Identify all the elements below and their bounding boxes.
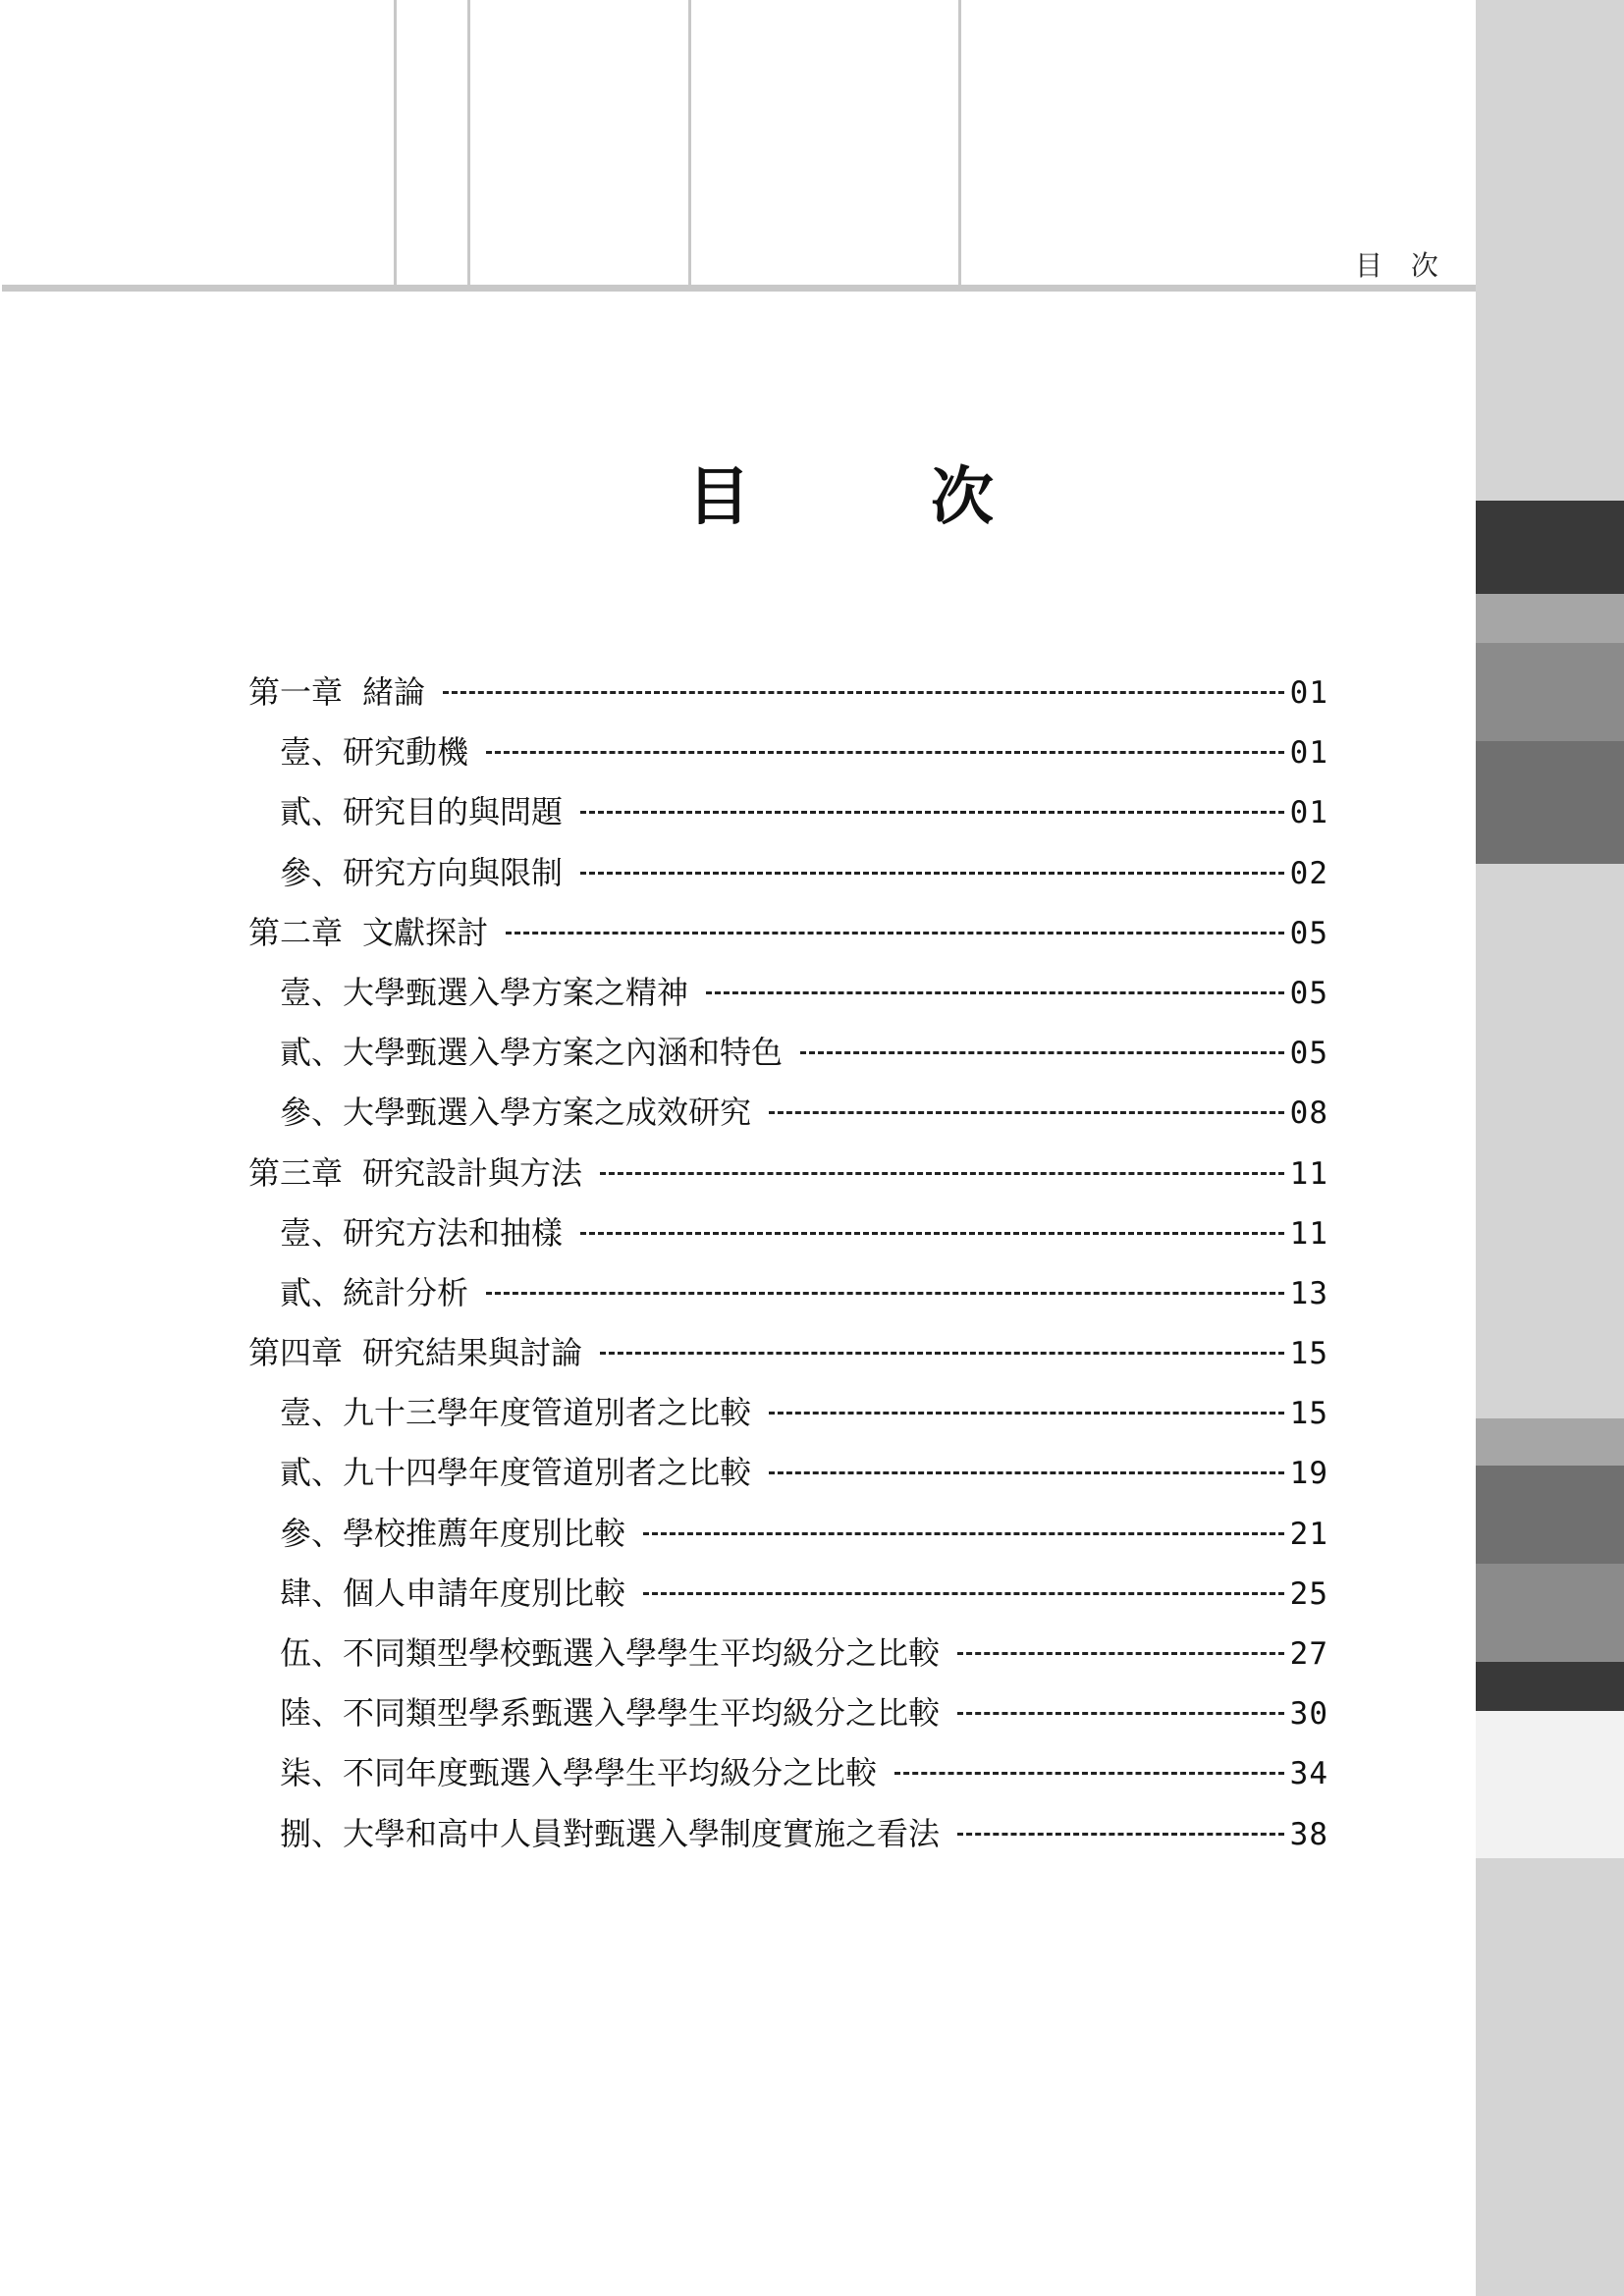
toc-entry-title: 柒、不同年度甄選入學學生平均級分之比較	[280, 1754, 878, 1792]
dot-leader	[580, 872, 1284, 875]
toc-section-entry[interactable]	[248, 1804, 1328, 1864]
toc-section-entry[interactable]	[248, 782, 1328, 842]
toc-entry-title: 參、研究方向與限制	[280, 853, 564, 891]
toc-section-entry[interactable]	[248, 722, 1328, 782]
thumb-tab	[1476, 1466, 1624, 1564]
toc-chapter-entry[interactable]	[248, 1323, 1328, 1383]
dot-leader	[894, 1772, 1284, 1775]
toc-page-number: 25	[1289, 1575, 1328, 1612]
dot-leader	[769, 1412, 1284, 1415]
toc-entry-title: 緒論	[362, 673, 426, 711]
thumb-tab	[1476, 501, 1624, 594]
dot-leader	[486, 1292, 1284, 1295]
thumb-tab	[1476, 1662, 1624, 1711]
toc-section-entry[interactable]	[248, 1263, 1328, 1323]
toc-page-number: 21	[1289, 1516, 1328, 1552]
toc-entry-title: 參、大學甄選入學方案之成效研究	[280, 1094, 752, 1132]
dot-leader	[957, 1833, 1284, 1836]
dot-leader	[769, 1471, 1284, 1474]
toc-entry-title: 壹、研究方法和抽樣	[280, 1213, 564, 1252]
toc-section-entry[interactable]	[248, 843, 1328, 903]
toc-chapter-number: 第一章	[248, 673, 344, 711]
toc-entry-title: 壹、大學甄選入學方案之精神	[280, 973, 689, 1011]
toc-section-entry[interactable]	[248, 1203, 1328, 1263]
toc-page-number: 08	[1289, 1095, 1328, 1132]
toc-section-entry[interactable]	[248, 1083, 1328, 1143]
toc-page-number: 05	[1289, 1036, 1328, 1072]
toc-chapter-number: 第三章	[248, 1153, 344, 1192]
toc-page-number: 11	[1289, 1155, 1328, 1192]
running-head: 目 次	[1355, 249, 1448, 282]
toc-page-number: 15	[1289, 1396, 1328, 1432]
toc-page-number: 01	[1289, 675, 1328, 711]
toc-page-number: 02	[1289, 855, 1328, 891]
toc-page-number: 38	[1289, 1816, 1328, 1852]
thumb-tab	[1476, 1711, 1624, 1858]
toc-page-number: 15	[1289, 1336, 1328, 1372]
toc-page-number: 13	[1289, 1275, 1328, 1311]
toc-chapter-number: 第二章	[248, 913, 344, 951]
dot-leader	[443, 691, 1284, 694]
dot-leader	[769, 1111, 1284, 1114]
toc-entry-title: 伍、不同類型學校甄選入學學生平均級分之比較	[280, 1634, 941, 1672]
toc-entry-title: 捌、大學和高中人員對甄選入學制度實施之看法	[280, 1814, 941, 1852]
toc-page-number: 05	[1289, 915, 1328, 951]
toc-chapter-entry[interactable]	[248, 1144, 1328, 1203]
toc-entry-title: 文獻探討	[362, 913, 489, 951]
toc-entry-title: 參、學校推薦年度別比較	[280, 1514, 626, 1552]
dot-leader	[643, 1592, 1284, 1595]
toc-page-number: 34	[1289, 1756, 1328, 1792]
thumb-tab	[1476, 594, 1624, 643]
thumb-tab	[1476, 1418, 1624, 1466]
toc-page-number: 19	[1289, 1456, 1328, 1492]
dot-leader	[600, 1172, 1284, 1175]
toc-entry-title: 研究結果與討論	[362, 1334, 583, 1372]
toc-page-number: 30	[1289, 1696, 1328, 1733]
dot-leader	[506, 932, 1284, 934]
toc-chapter-entry[interactable]	[248, 903, 1328, 963]
toc-entry-title: 壹、研究動機	[280, 733, 469, 772]
dot-leader	[580, 1232, 1284, 1235]
toc-entry-title: 壹、九十三學年度管道別者之比較	[280, 1394, 752, 1432]
toc-section-entry[interactable]	[248, 1683, 1328, 1743]
header-divider	[467, 0, 470, 285]
toc-entry-title: 貳、大學甄選入學方案之內涵和特色	[280, 1034, 784, 1072]
header-divider	[394, 0, 397, 285]
toc-entry-title: 肆、個人申請年度別比較	[280, 1574, 626, 1612]
thumb-tab	[1476, 741, 1624, 864]
header-rule	[2, 285, 1476, 292]
thumb-index-strip	[1476, 0, 1624, 2296]
toc-chapter-number: 第四章	[248, 1334, 344, 1372]
toc-page-number: 05	[1289, 975, 1328, 1011]
toc-entry-title: 貳、統計分析	[280, 1273, 469, 1311]
toc-page-number: 11	[1289, 1215, 1328, 1252]
header-divider	[958, 0, 961, 285]
toc-entry-title: 貳、研究目的與問題	[280, 793, 564, 831]
toc-page-number: 01	[1289, 735, 1328, 772]
toc-section-entry[interactable]	[248, 1743, 1328, 1803]
toc-section-entry[interactable]	[248, 963, 1328, 1023]
toc-section-entry[interactable]	[248, 1624, 1328, 1683]
dot-leader	[600, 1352, 1284, 1355]
dot-leader	[800, 1051, 1284, 1054]
dot-leader	[706, 991, 1284, 994]
toc-page-number: 27	[1289, 1636, 1328, 1672]
toc-chapter-entry[interactable]	[248, 663, 1328, 722]
page-title: 目 次	[687, 461, 1053, 534]
thumb-tab	[1476, 643, 1624, 741]
header-divider	[688, 0, 691, 285]
toc-section-entry[interactable]	[248, 1564, 1328, 1624]
toc-section-entry[interactable]	[248, 1504, 1328, 1564]
dot-leader	[957, 1652, 1284, 1655]
dot-leader	[486, 751, 1284, 754]
toc-page-number: 01	[1289, 795, 1328, 831]
dot-leader	[580, 811, 1284, 814]
dot-leader	[643, 1532, 1284, 1535]
toc-entry-title: 陸、不同類型學系甄選入學學生平均級分之比較	[280, 1694, 941, 1733]
table-of-contents	[248, 663, 1328, 1864]
toc-section-entry[interactable]	[248, 1443, 1328, 1503]
toc-entry-title: 研究設計與方法	[362, 1153, 583, 1192]
thumb-tab	[1476, 1564, 1624, 1662]
toc-section-entry[interactable]	[248, 1023, 1328, 1083]
dot-leader	[957, 1712, 1284, 1715]
toc-entry-title: 貳、九十四學年度管道別者之比較	[280, 1454, 752, 1492]
toc-section-entry[interactable]	[248, 1383, 1328, 1443]
